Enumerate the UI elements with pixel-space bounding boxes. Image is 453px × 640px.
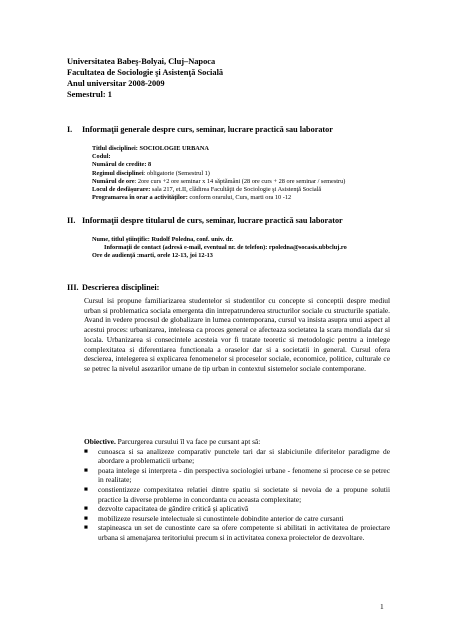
bullet-icon: ■ <box>84 447 88 455</box>
list-item: ■ stapineasca un set de cunostinte care sa ofere competente si abilitati in activitatea de proiectare urbana si amenajarea teritoriului precum si in activitatea conexa proiectelor de dezvoltare. <box>84 523 390 542</box>
section-2-title: Informaţii despre titularul de curs, seminar, lucrare practică sau laborator <box>82 216 343 225</box>
university-name: Universitatea Babeş-Bolyai, Cluj–Napoca <box>67 57 216 66</box>
field-hours: Numărul de ore: 2ore curs +2 ore seminar x 14 săptămâni (28 ore curs + 28 ore seminar / semestru) <box>92 177 346 185</box>
field-location: Locul de desfăşurare: sala 217, et.II, clădirea Facultăţii de Sociologie şi Asistenţă Socială <box>92 186 322 194</box>
objectives-list <box>84 447 390 543</box>
office-hours: Ore de audienţă :marti, orele 12-13, joi 12-13 <box>92 252 213 260</box>
lecturer-info-fields <box>92 236 392 261</box>
document-header <box>67 56 223 100</box>
list-item: ■ constientizeze compexitatea relatiei dintre spatiu si societate si nevoia de a propune solutii practice la diverse probleme in concordanta cu aceasta complexitate; <box>84 484 390 504</box>
section-1-title: Informaţii generale despre curs, seminar, lucrare practică sau laborator <box>82 125 333 134</box>
academic-year: Anul universitar 2008-2009 <box>67 79 165 88</box>
bullet-icon: ■ <box>84 485 88 493</box>
field-course-title: Titlul disciplinei: SOCIOLOGIE URBANA <box>92 145 209 152</box>
section-3-heading <box>67 283 159 292</box>
list-item: ■ mobilizeze resursele intelectuale si cunostintele dobindite anterior de catre cursanti <box>84 513 344 523</box>
section-3-title: Descrierea disciplinei: <box>82 283 160 292</box>
field-code: Codul: <box>92 153 111 161</box>
section-2-number: II. <box>67 216 76 225</box>
section-1-heading <box>67 125 333 134</box>
objectives-title: Obiective. Parcurgerea cursului îl va face pe cursant apt să: <box>84 437 261 446</box>
course-description: Cursul isi propune familiarizarea studentelor si studentilor cu concepte si conceptii despre mediul urban si problematica sociala emergenta din intrepatrunderea structurilor sociale cu structurile spatiale. Avand in vedere procesul de globalizare in lumea contemporana, cursul va insista asupra unui aspect al acestui proces: urbanizarea, inteleasa ca proces general ce afecteaza societatea la scara mondiala dar si locala. Urbanizarea si consecintele acesteia vor fi tratate teoretic si metodologic pentru a intelege complexitatea si diferentiarea functionala a oraselor dar si a societatii in general. Cursul ofera descierea, intelegerea si explicarea fenomenelor si proceselor sociale, economice, politice, culturale ce se petrec la nivelul asezarilor umane de tip urban in contextul sistemelor sociale contemporane. <box>84 296 390 373</box>
bullet-icon: ■ <box>84 514 88 522</box>
lecturer-contact: Informaţii de contact (adresă e-mail, eventual nr. de telefon): rpoledna@socasis.ubbcluj.ro <box>104 244 347 252</box>
semester: Semestrul: 1 <box>67 90 112 99</box>
section-3-number: III. <box>67 283 79 292</box>
bullet-icon: ■ <box>84 524 88 532</box>
general-info-fields <box>92 145 392 202</box>
bullet-icon: ■ <box>84 505 88 513</box>
faculty-name: Facultatea de Sociologie şi Asistenţă Socială <box>67 68 224 77</box>
list-item: ■ poata intelege si interpreta - din perspectiva sociologiei urbane - fenomene si procese ce se petrec in realitate; <box>84 465 390 485</box>
list-item: ■ cunoasca si sa analizeze comparativ punctele tari dar si slabiciunile diferitelor paradigme de abordare a problematicii urbane; <box>84 446 390 466</box>
field-schedule: Programarea în orar a activităţilor: conform orarului, Curs, marti ora 10 -12 <box>92 194 292 202</box>
field-credits: Numărul de credite: 8 <box>92 161 152 169</box>
section-1-number: I. <box>67 125 73 134</box>
list-item: ■ dezvolte capacitatea de gândire critică şi aplicativă <box>84 504 249 514</box>
field-regime: Regimul disciplinei: obligatorie (Semestrul 1) <box>92 169 210 177</box>
bullet-icon: ■ <box>84 466 88 474</box>
section-2-heading <box>67 216 343 225</box>
page-number: 1 <box>380 602 384 611</box>
objectives-block <box>84 437 390 543</box>
lecturer-name: Nume, titlul ştiinţific: Rudolf Poledna, conf. univ. dr. <box>92 236 234 243</box>
